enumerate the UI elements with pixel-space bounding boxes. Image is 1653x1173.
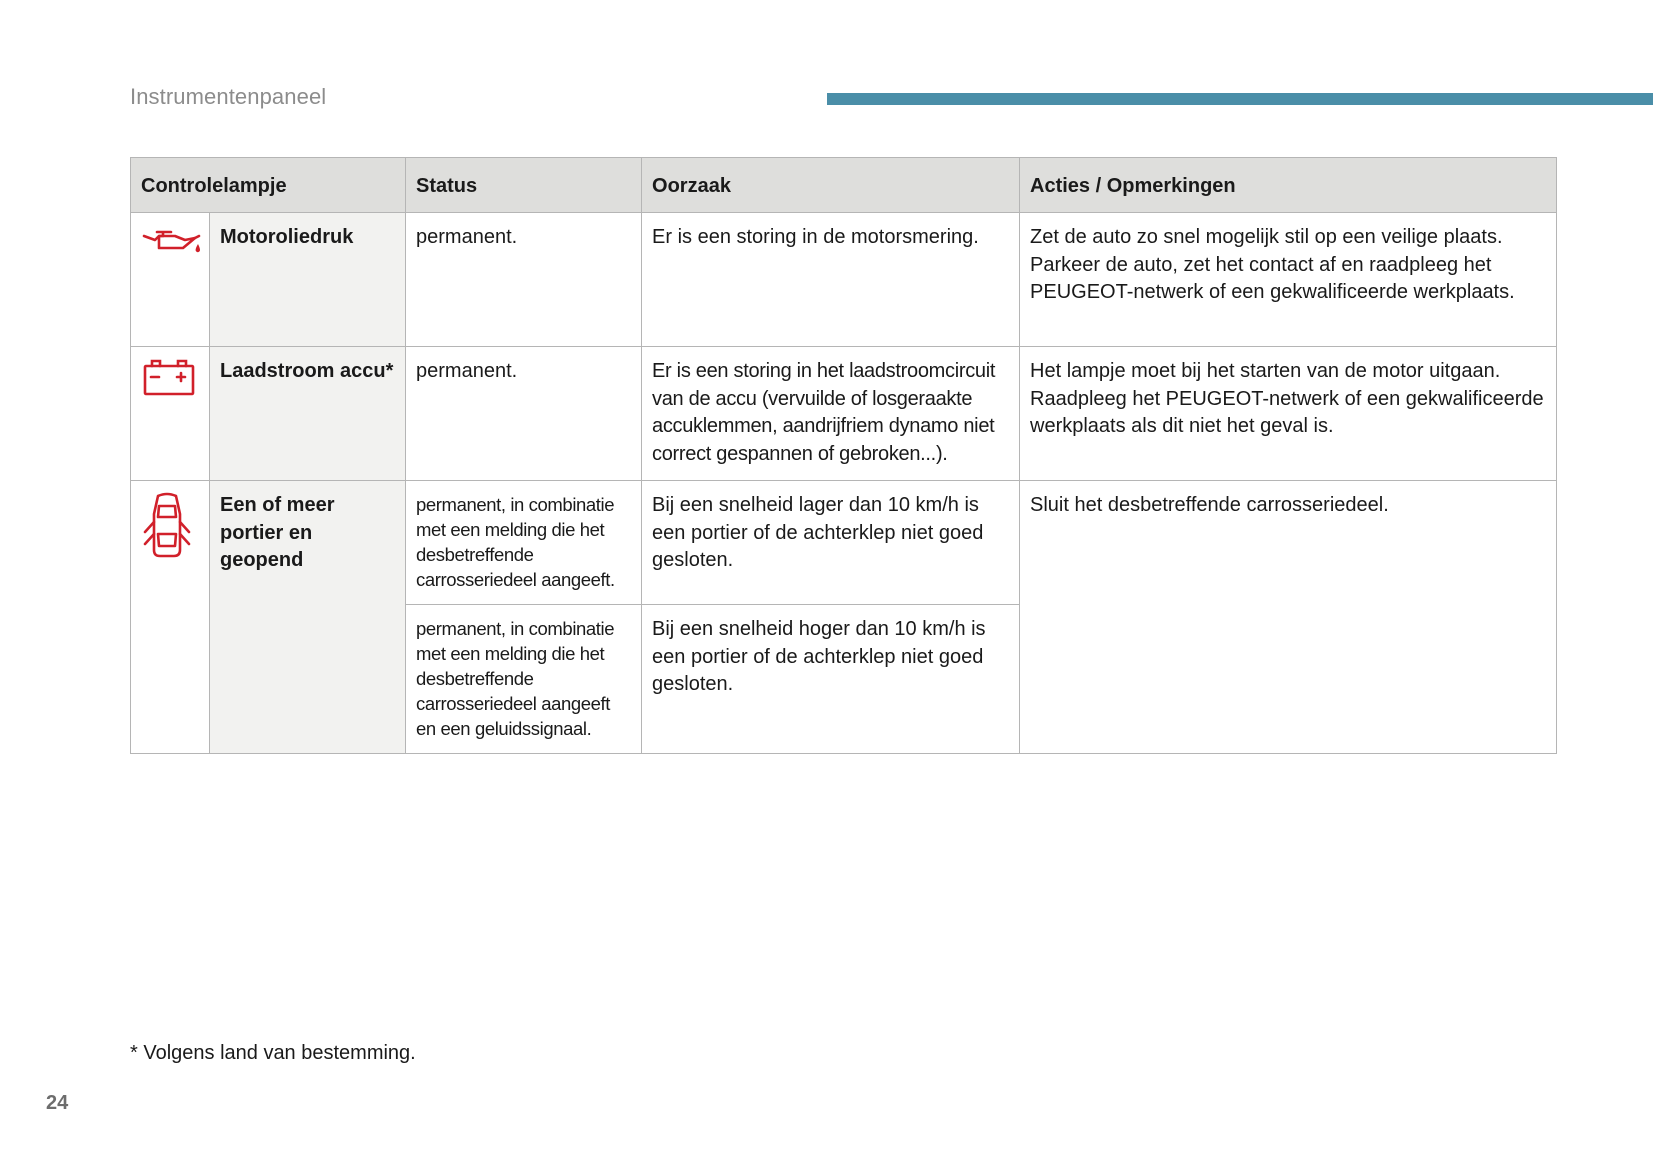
footnote: * Volgens land van bestemming. [130,1042,416,1064]
warning-light-name: Motoroliedruk [210,213,406,347]
column-header-controlelampje: Controlelampje [131,158,406,213]
page-number: 24 [46,1092,69,1114]
warning-light-name: Een of meer portier en geopend [210,481,406,754]
status-cell: permanent, in combinatie met een melding die het desbetreffende carrosseriedeel aangeeft. [406,481,642,605]
cause-cell: Bij een snelheid hoger dan 10 km/h is een portier of de achterklep niet goed gesloten. [642,605,1020,754]
action-cell: Het lampje moet bij het starten van de motor uitgaan. Raadpleeg het PEUGEOT-netwerk of een gekwalificeerde werkplaats als dit niet het geval is. [1020,347,1557,481]
icon-cell [131,213,210,347]
battery-icon [141,358,197,405]
table-row [131,481,1557,605]
warning-lights-table [130,157,1557,754]
door-open-icon [141,492,193,569]
cause-cell: Er is een storing in de motorsmering. [642,213,1020,347]
status-cell: permanent. [406,213,642,347]
cause-cell: Er is een storing in het laadstroomcircuit van de accu (vervuilde of losgeraakte accuklemmen, aandrijfriem dynamo niet correct gespannen of gebroken...). [642,347,1020,481]
action-cell: Sluit het desbetreffende carrosseriedeel. [1020,481,1557,754]
header-accent-bar [827,93,1653,105]
table-row [131,213,1557,347]
icon-cell [131,481,210,754]
table-row [131,347,1557,481]
status-cell: permanent. [406,347,642,481]
cause-cell: Bij een snelheid lager dan 10 km/h is een portier of de achterklep niet goed gesloten. [642,481,1020,605]
section-title: Instrumentenpaneel [130,84,327,109]
icon-cell [131,347,210,481]
warning-light-name: Laadstroom accu* [210,347,406,481]
action-cell: Zet de auto zo snel mogelijk stil op een veilige plaats. Parkeer de auto, zet het contact af en raadpleeg het PEUGEOT-netwerk of een gekwalificeerde werkplaats. [1020,213,1557,347]
column-header-acties: Acties / Opmerkingen [1020,158,1557,213]
column-header-oorzaak: Oorzaak [642,158,1020,213]
oil-pressure-icon [141,224,203,267]
table-header-row [131,158,1557,213]
status-cell: permanent, in combinatie met een melding die het desbetreffende carrosseriedeel aangeeft en een geluidssignaal. [406,605,642,754]
column-header-status: Status [406,158,642,213]
